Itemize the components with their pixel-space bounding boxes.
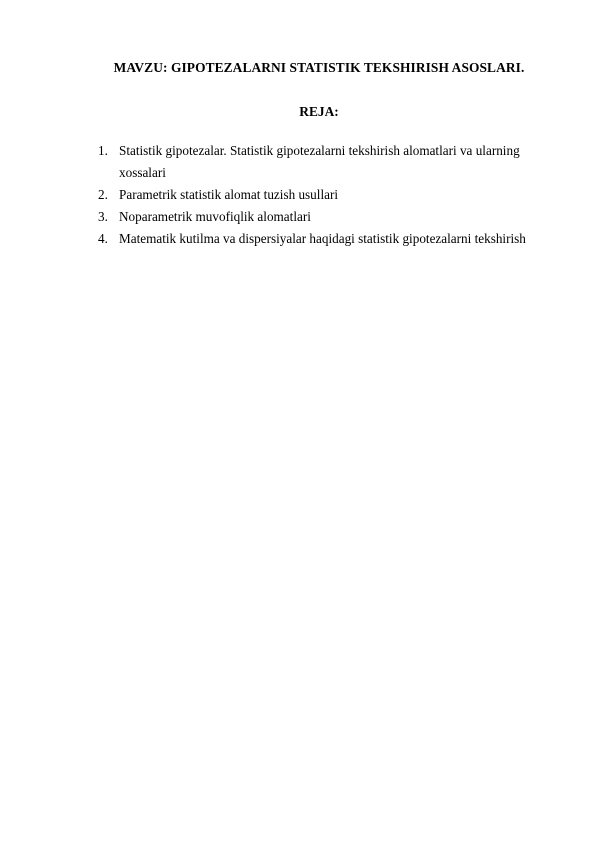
- plan-item-number: 2.: [98, 187, 108, 202]
- plan-item: [98, 228, 568, 250]
- plan-item-text: Matematik kutilma va dispersiyalar haqidagi statistik gipotezalarni tekshirish: [119, 231, 526, 246]
- plan-heading: REJA:: [299, 104, 339, 119]
- plan-item-text: Parametrik statistik alomat tuzish usullari: [119, 187, 339, 202]
- plan-item-text: Noparametrik muvofiqlik alomatlari: [119, 209, 311, 224]
- plan-item-number: 3.: [98, 209, 108, 224]
- plan-item: [98, 206, 568, 228]
- plan-item-text: Statistik gipotezalar. Statistik gipotezalarni tekshirish alomatlari va ularning xossalari: [119, 143, 520, 180]
- plan-item: [98, 184, 568, 206]
- plan-item-number: 1.: [98, 143, 108, 158]
- plan-item-number: 4.: [98, 231, 108, 246]
- document-title: MAVZU: GIPOTEZALARNI STATISTIK TEKSHIRISH ASOSLARI.: [113, 60, 525, 75]
- plan-list: [98, 140, 568, 250]
- plan-item: [98, 140, 568, 184]
